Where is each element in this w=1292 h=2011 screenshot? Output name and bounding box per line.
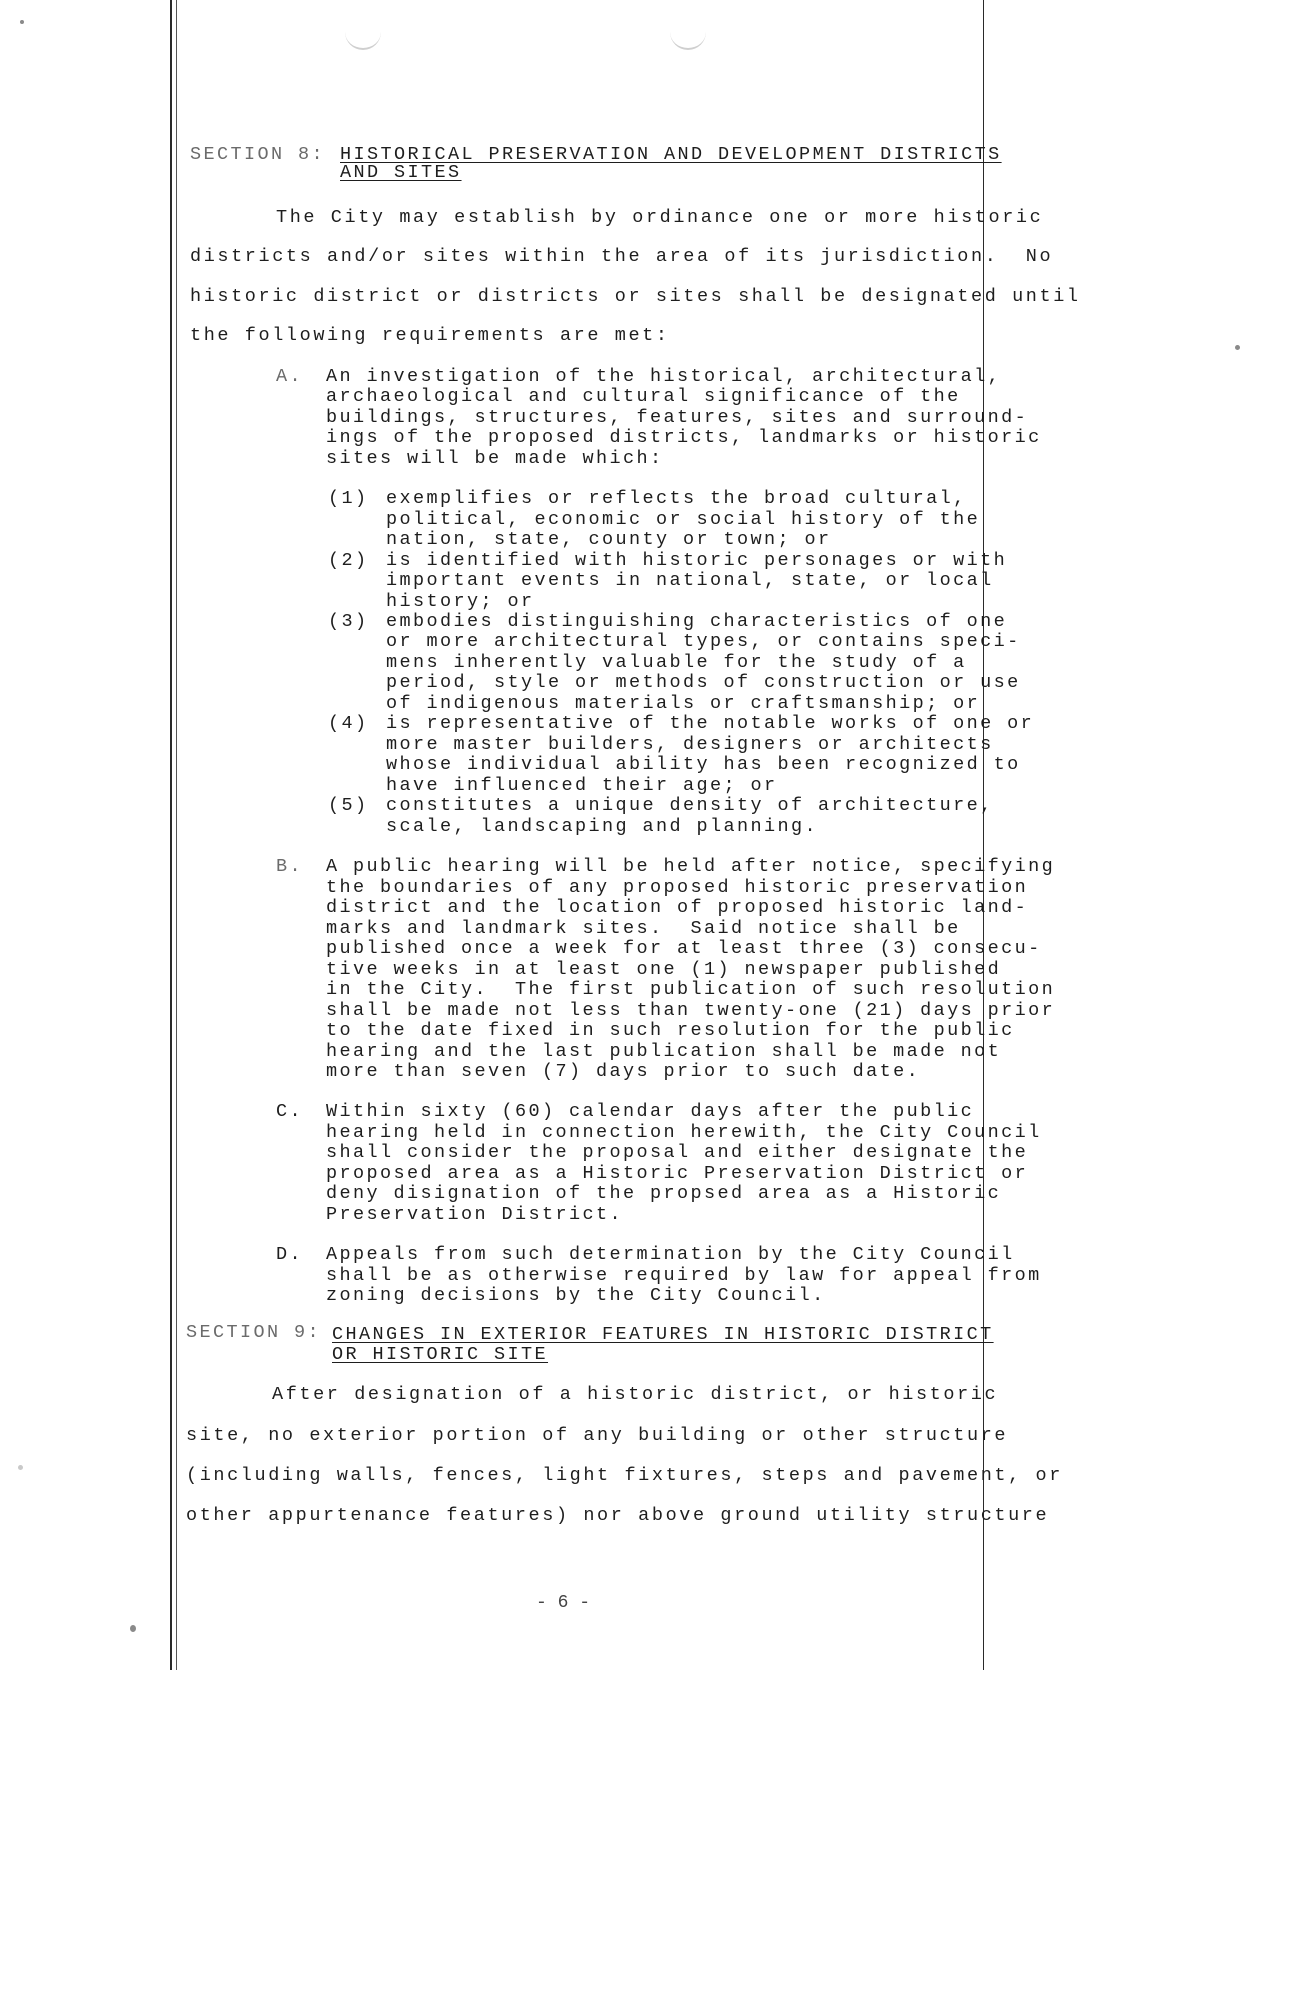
item-c-line: hearing held in connection herewith, the City Council [326,1122,1042,1143]
item-a-line: ings of the proposed districts, landmarks or historic [326,427,1042,448]
section-9-intro-line: (including walls, fences, light fixtures, steps and pavement, or [186,1465,1063,1486]
subitem-number: (4) [328,713,369,734]
subitem-line: have influenced their age; or [386,775,778,796]
subitem-line: period, style or methods of construction or use [386,672,1021,693]
scan-speck [1235,345,1240,350]
item-b-line: published once a week for at least three (3) consecu- [326,938,1042,959]
item-a-line: sites will be made which: [326,448,664,469]
item-c-line: Within sixty (60) calendar days after the public [326,1101,975,1122]
left-margin-rule-inner [176,0,177,1670]
item-b-line: more than seven (7) days prior to such date. [326,1061,921,1082]
section-9-intro-line: After designation of a historic district, or historic [272,1384,999,1405]
item-b-line: marks and landmark sites. Said notice shall be [326,918,961,939]
subitem-line: scale, landscaping and planning. [386,816,819,837]
item-b-line: hearing and the last publication shall be made not [326,1041,1002,1062]
section-8-title-line-2: AND SITES [340,162,462,183]
subitem-line: exemplifies or reflects the broad cultural, [386,488,967,509]
subitem-line: of indigenous materials or craftsmanship; or [386,693,981,714]
section-8-intro-line: the following requirements are met: [190,325,670,346]
subitem-number: (5) [328,795,369,816]
section-8-intro-line: historic district or districts or sites shall be designated until [190,286,1081,307]
subitem-number: (3) [328,611,369,632]
section-9-intro-line: site, no exterior portion of any building or other structure [186,1425,1009,1446]
subitem-line: nation, state, county or town; or [386,529,832,550]
subitem-line: history; or [386,591,535,612]
item-b-line: A public hearing will be held after notice, specifying [326,856,1056,877]
item-b-letter: B. [276,856,304,877]
item-d-line: Appeals from such determination by the City Council [326,1244,1015,1265]
item-a-letter: A. [276,366,304,387]
item-d-line: zoning decisions by the City Council. [326,1285,826,1306]
subitem-line: is representative of the notable works of one or [386,713,1035,734]
scan-speck [130,1625,136,1632]
section-8-title-line-1: HISTORICAL PRESERVATION AND DEVELOPMENT DISTRICTS [340,144,1002,165]
left-margin-rule [170,0,172,1670]
subitem-line: embodies distinguishing characteristics of one [386,611,1008,632]
subitem-number: (2) [328,550,369,571]
item-a-line: archaeological and cultural significance of the [326,386,961,407]
scan-speck [20,20,24,24]
subitem-line: is identified with historic personages or with [386,550,1008,571]
item-a-line: buildings, structures, features, sites and surround- [326,407,1029,428]
item-c-line: Preservation District. [326,1204,624,1225]
scan-speck [18,1465,23,1470]
section-9-title-line-1: CHANGES IN EXTERIOR FEATURES IN HISTORIC DISTRICT [332,1324,994,1345]
item-a-line: An investigation of the historical, architectural, [326,366,1002,387]
item-b-line: tive weeks in at least one (1) newspaper published [326,959,1002,980]
punch-hole-mark-right [670,30,706,50]
section-8-intro-line: districts and/or sites within the area of its jurisdiction. No [190,246,1054,267]
subitem-line: or more architectural types, or contains speci- [386,631,1021,652]
item-b-line: the boundaries of any proposed historic preservation [326,877,1029,898]
item-c-line: shall consider the proposal and either designate the [326,1142,1029,1163]
item-d-letter: D. [276,1244,304,1265]
page-number: - 6 - [536,1593,591,1613]
subitem-number: (1) [328,488,369,509]
section-9-label: SECTION 9: [186,1322,322,1343]
subitem-line: political, economic or social history of the [386,509,981,530]
item-d-line: shall be as otherwise required by law for appeal from [326,1265,1042,1286]
subitem-line: important events in national, state, or local [386,570,994,591]
subitem-line: more master builders, designers or architects [386,734,994,755]
section-9-intro-line: other appurtenance features) nor above ground utility structure [186,1505,1050,1526]
subitem-line: constitutes a unique density of architecture, [386,795,994,816]
item-c-line: proposed area as a Historic Preservation District or [326,1163,1029,1184]
section-8-label: SECTION 8: [190,144,326,165]
item-c-line: deny disignation of the propsed area as a Historic [326,1183,1002,1204]
section-9-title-line-2: OR HISTORIC SITE [332,1344,549,1365]
section-8-intro-line: The City may establish by ordinance one or more historic [276,207,1044,228]
item-b-line: to the date fixed in such resolution for the public [326,1020,1015,1041]
subitem-line: mens inherently valuable for the study of a [386,652,967,673]
subitem-line: whose individual ability has been recognized to [386,754,1021,775]
item-b-line: in the City. The first publication of such resolution [326,979,1056,1000]
item-b-line: district and the location of proposed historic land- [326,897,1029,918]
punch-hole-mark-left [345,30,381,50]
item-c-letter: C. [276,1101,304,1122]
item-b-line: shall be made not less than twenty-one (21) days prior [326,1000,1056,1021]
